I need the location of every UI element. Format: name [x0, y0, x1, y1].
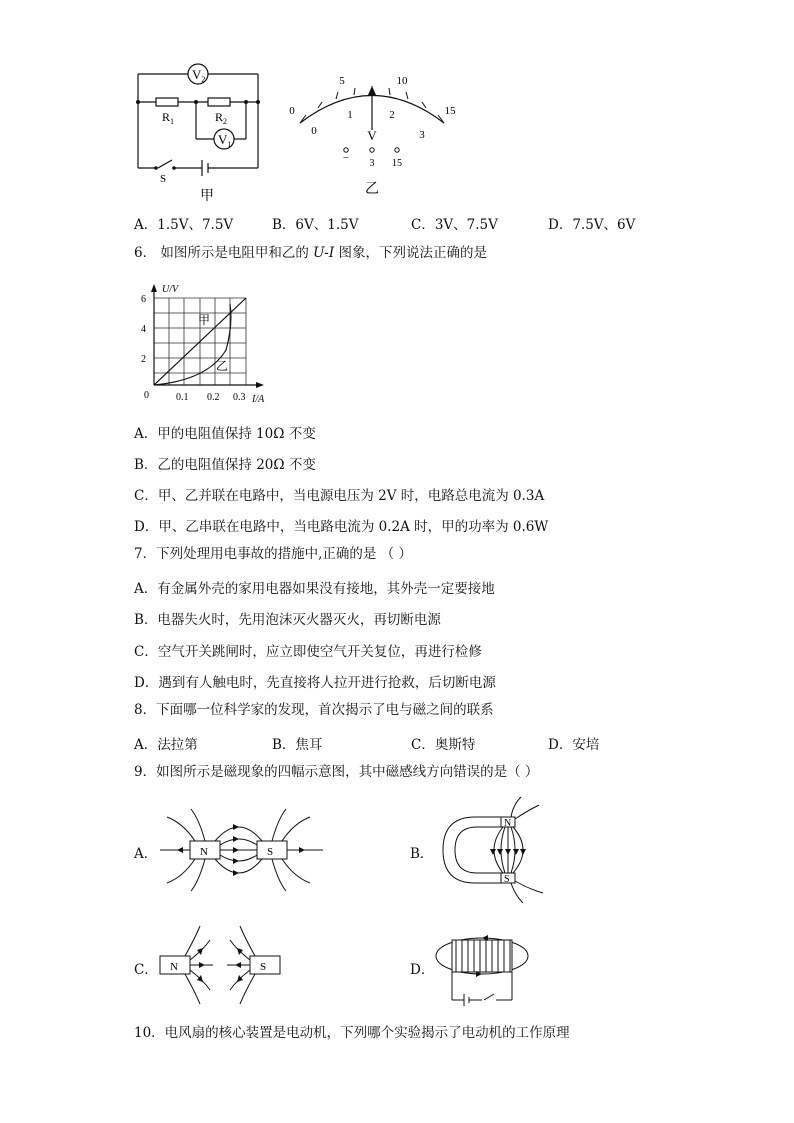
q7-option-b: B．电器失火时，先用泡沫灭火器灭火，再切断电源	[134, 612, 441, 628]
x-tick-0.1: 0.1	[176, 392, 189, 403]
pole-n-c: N	[170, 961, 178, 973]
origin-label: 0	[144, 390, 149, 401]
q9-label-b: B．	[410, 846, 434, 862]
pole-s-a: S	[267, 846, 274, 858]
x-tick-0.3: 0.3	[233, 392, 246, 403]
lower-scale-2: 2	[389, 109, 395, 121]
q9-label-c: C．	[134, 962, 158, 978]
terminal-15: 15	[392, 158, 402, 169]
q9-label-a: A．	[134, 846, 158, 862]
q6-option-b: B．乙的电阻值保持 20Ω 不变	[134, 457, 316, 473]
q7-option-a: A．有金属外壳的家用电器如果没有接地，其外壳一定要接地	[134, 581, 495, 597]
magnet-figure-c	[155, 920, 290, 1005]
upper-scale-10: 10	[396, 75, 408, 87]
circuit-diagram-jia	[128, 58, 268, 208]
q5-option-a: A．1.5V、7.5V	[134, 217, 234, 233]
q10-stem: 10．电风扇的核心装置是电动机，下列哪个实验揭示了电动机的工作原理	[134, 1025, 570, 1041]
curve-label-yi: 乙	[216, 359, 229, 373]
pole-n-b: N	[504, 818, 512, 829]
ui-graph	[138, 280, 278, 405]
upper-scale-5: 5	[339, 75, 345, 87]
q9-stem: 9．如图所示是磁现象的四幅示意图，其中磁感线方向错误的是（ ）	[134, 764, 539, 780]
magnet-figure-a	[155, 805, 330, 895]
q5-option-b: B．6V、1.5V	[272, 217, 359, 233]
q5-option-c: C．3V、7.5V	[411, 217, 498, 233]
switch-label: S	[160, 173, 167, 185]
y-axis-label: U/V	[162, 284, 179, 295]
q6-stem: 6． 如图所示是电阻甲和乙的 U-I 图象，下列说法正确的是	[134, 245, 488, 261]
x-tick-0.2: 0.2	[207, 392, 220, 403]
figure-caption-yi: 乙	[365, 182, 379, 197]
upper-scale-15: 15	[444, 105, 456, 117]
figure-caption-jia: 甲	[200, 189, 214, 204]
lower-scale-0: 0	[311, 125, 317, 137]
x-axis-label: I/A	[252, 394, 265, 405]
curve-label-jia: 甲	[198, 313, 211, 327]
q8-option-d: D．安培	[548, 737, 600, 753]
q8-option-c: C．奥斯特	[411, 737, 476, 753]
unit-label: V	[367, 128, 377, 143]
q8-option-b: B．焦耳	[272, 737, 323, 753]
voltmeter-dial-yi	[280, 68, 470, 203]
lower-scale-1: 1	[347, 109, 353, 121]
y-tick-6: 6	[141, 294, 146, 305]
v2-label: $V_2$	[192, 67, 206, 84]
r2-label: $R_2$	[215, 110, 228, 126]
q7-option-c: C．空气开关跳闸时，应立即使空气开关复位，再进行检修	[134, 644, 482, 660]
y-tick-4: 4	[141, 324, 146, 335]
q7-stem: 7．下列处理用电事故的措施中,正确的是 （ ）	[134, 546, 412, 562]
pole-s-b: S	[504, 874, 510, 885]
pole-n-a: N	[200, 846, 208, 858]
q6-option-c: C．甲、乙并联在电路中，当电源电压为 2V 时，电路总电流为 0.3A	[134, 488, 545, 504]
lower-scale-3: 3	[419, 129, 425, 141]
terminal-3: 3	[369, 158, 375, 169]
q5-option-d: D．7.5V、6V	[548, 217, 636, 233]
terminal-minus: −	[342, 152, 350, 164]
q7-option-d: D．遇到有人触电时，先直接将人拉开进行抢救，后切断电源	[134, 675, 496, 691]
q6-option-d: D．甲、乙串联在电路中，当电路电流为 0.2A 时，甲的功率为 0.6W	[134, 519, 549, 535]
y-tick-2: 2	[141, 354, 146, 365]
magnet-figure-b	[435, 795, 550, 905]
q8-stem: 8．下面哪一位科学家的发现，首次揭示了电与磁之间的联系	[134, 702, 494, 718]
q8-option-a: A．法拉第	[134, 737, 198, 753]
q9-label-d: D．	[410, 962, 435, 978]
upper-scale-0: 0	[289, 105, 295, 117]
v1-label: $V_1$	[218, 132, 232, 149]
r1-label: $R_1$	[162, 110, 175, 126]
q6-option-a: A．甲的电阻值保持 10Ω 不变	[134, 426, 316, 442]
solenoid-figure-d	[432, 918, 532, 1013]
pole-s-c: S	[260, 961, 267, 973]
